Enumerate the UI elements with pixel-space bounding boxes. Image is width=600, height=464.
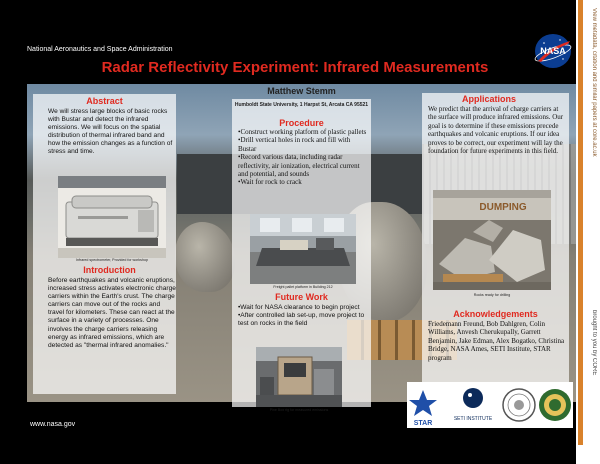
rocks-caption: Rocks ready for drilling <box>473 293 511 297</box>
university-seal <box>503 389 535 421</box>
future-work-item: •After controlled lab set-up, move project to test on rocks in the field <box>238 312 365 328</box>
metadata-link[interactable]: View metadata, citation and similar papers at core.ac.uk <box>591 8 597 157</box>
pallet-platform-caption: Freight pallet platform in Building 212 <box>273 285 333 289</box>
website-link[interactable]: www.nasa.gov <box>30 421 76 428</box>
spectrometer-caption: Infrared spectrometer, Provided for workshop <box>76 258 148 262</box>
dumping-sign: DUMPING <box>479 202 527 213</box>
core-credit-link[interactable]: brought to you by CORE <box>591 310 597 376</box>
pallet-platform-photo <box>250 214 356 284</box>
nasa-logo <box>530 31 576 71</box>
applications-heading: Applications <box>461 94 516 104</box>
pine-box-photo <box>256 347 342 407</box>
rocks-photo <box>433 190 551 290</box>
procedure-item: •Construct working platform of plastic pallets <box>238 128 367 136</box>
introduction-body: Before earthquakes and volcanic eruptions, increased stress activates electronic charge carriers within the Earth's crust. The charge carriers can move out of the rocks and travel for kilometers. These can react at the surface in a variety of processes. One involves the charge carriers releasing energy as infrared emissions, which are detected as "thermal infrared anomalies." <box>48 277 176 349</box>
future-work-item: •Wait for NASA clearance to begin project <box>238 304 360 311</box>
introduction-heading: Introduction <box>83 265 136 275</box>
pine-box-caption: Pine Box rig for measured emissions <box>269 408 329 412</box>
author-name: Matthew Stemm <box>267 86 336 96</box>
agency-name: National Aeronautics and Space Administration <box>27 46 173 53</box>
procedure-item: •Record various data, including radar reflectivity, air ionization, electrical current and potential, and sounds <box>238 153 360 179</box>
star-logo-text: STAR <box>413 420 433 427</box>
procedure-heading: Procedure <box>279 118 324 128</box>
spectrometer-photo <box>58 176 166 258</box>
seti-logo-text: SETI INSTITUTE <box>453 416 493 422</box>
author-affiliation: Humboldt State University, 1 Harpst St, Arcata CA 95521 <box>234 102 369 108</box>
applications-body: We predict that the arrival of charge carriers at the surface will produce infrared emissions. Our goal is to determine if these emissions precede earthquakes and volcanic eruptions. If our idea proves to be correct, our experiment will lay the foundation for future experiments in this field. <box>428 105 564 156</box>
poster-title: Radar Reflectivity Experiment: Infrared Measurements <box>101 59 489 76</box>
green-seal <box>539 389 571 421</box>
seti-logo <box>454 388 493 422</box>
acknowledgements-heading: Acknowledgements <box>453 309 538 319</box>
procedure-item: •Wait for rock to crack <box>238 178 302 187</box>
logo-strip <box>407 382 573 428</box>
acknowledgements-body: Friedemann Freund, Bob Dahlgren, Colin Williams, Anvesh Cherukupally, Garrett Benjamin, Jake Edman, Alex Bogatko, Christina Bridge, NASA Ames, SETI Institute, STAR program <box>428 320 565 362</box>
future-work-heading: Future Work <box>275 292 328 302</box>
procedure-item: •Drill vertical holes in rock and fill with Bustar <box>238 136 351 153</box>
nasa-logo-text: NASA <box>540 46 566 56</box>
star-logo <box>409 390 437 427</box>
procedure-list <box>238 128 368 187</box>
bg-rock-small <box>175 222 235 292</box>
future-work-list <box>238 304 368 328</box>
abstract-heading: Abstract <box>86 96 123 106</box>
abstract-body: We will stress large blocks of basic rocks with Bustar and detect the infrared emissions. We will focus on the spatial distribution of thermal infrared band and how the emission changes as a function of stress and time. <box>48 108 173 156</box>
viewer-accent-bar <box>578 0 583 445</box>
